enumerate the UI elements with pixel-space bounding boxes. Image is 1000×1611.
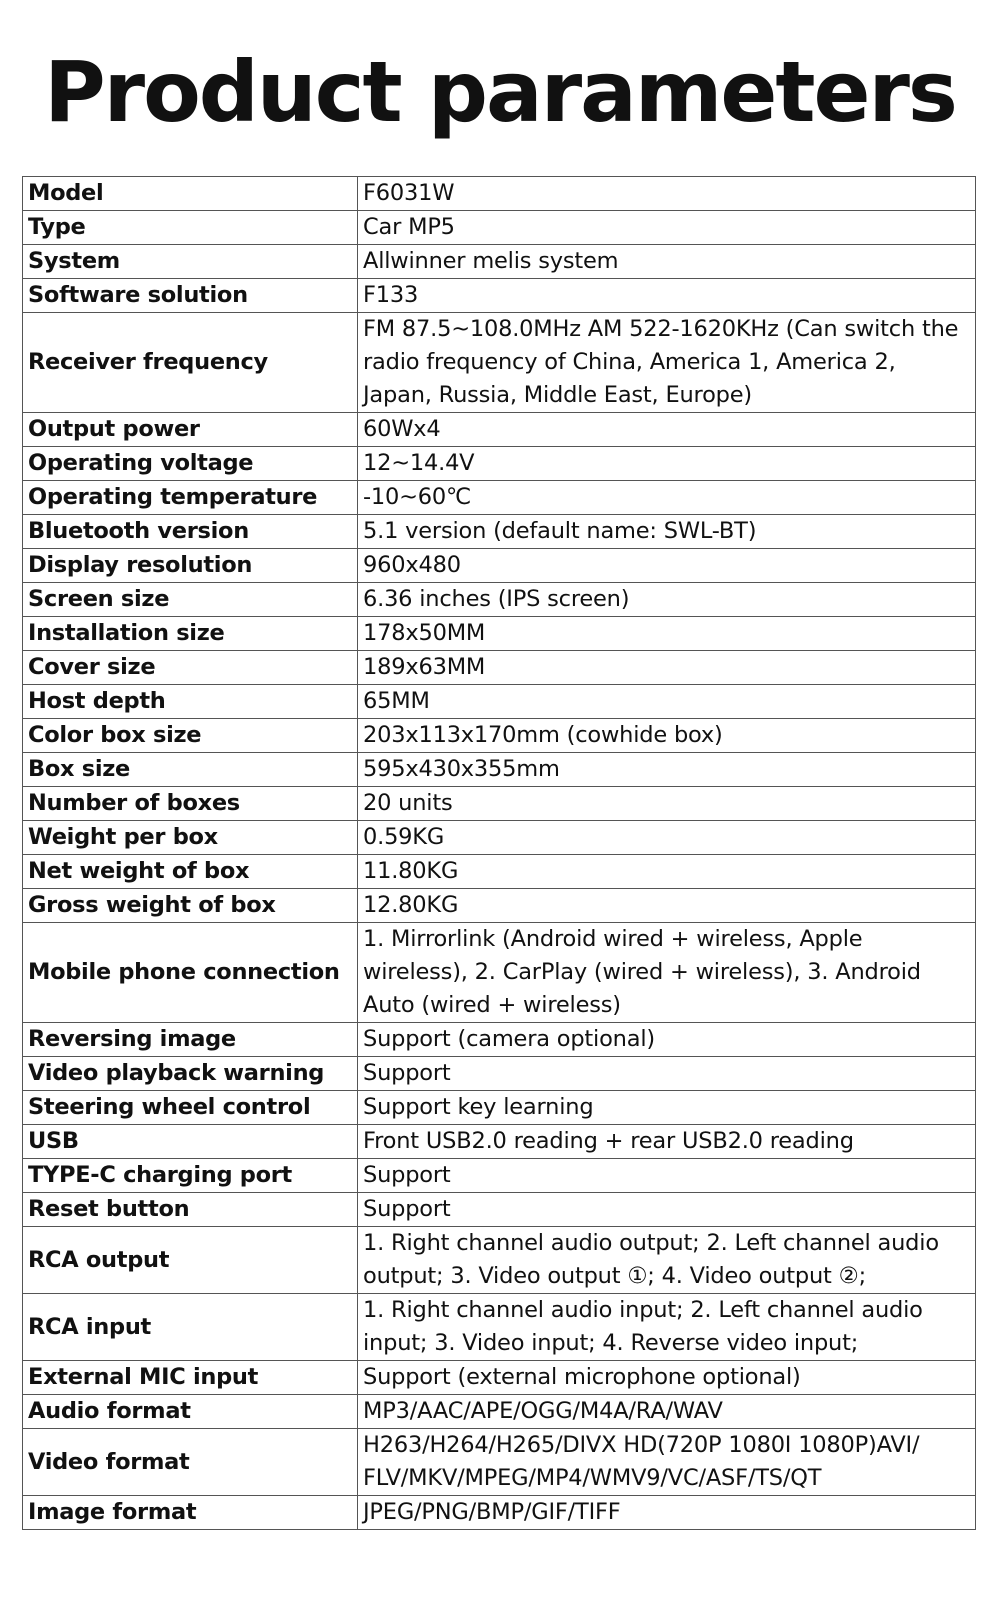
page-title: Product parameters — [44, 43, 956, 141]
spec-row-usb — [23, 1125, 976, 1159]
param-value: Support (camera optional) — [358, 1023, 976, 1057]
param-label: Host depth — [23, 685, 358, 719]
spec-row-screen-size — [23, 583, 976, 617]
spec-row-box-size — [23, 753, 976, 787]
param-label: Gross weight of box — [23, 889, 358, 923]
spec-row-net-weight-of-box — [23, 855, 976, 889]
spec-row-type-c-charging-port — [23, 1159, 976, 1193]
param-label: USB — [23, 1125, 358, 1159]
param-value: -10~60℃ — [358, 481, 976, 515]
param-label: Steering wheel control — [23, 1091, 358, 1125]
param-value: MP3/AAC/APE/OGG/M4A/RA/WAV — [358, 1395, 976, 1429]
param-label: Cover size — [23, 651, 358, 685]
param-value: Car MP5 — [358, 211, 976, 245]
param-label: Reversing image — [23, 1023, 358, 1057]
spec-row-gross-weight-of-box — [23, 889, 976, 923]
param-label: Reset button — [23, 1193, 358, 1227]
param-label: Number of boxes — [23, 787, 358, 821]
spec-row-display-resolution — [23, 549, 976, 583]
spec-row-steering-wheel-control — [23, 1091, 976, 1125]
param-label: Video playback warning — [23, 1057, 358, 1091]
param-label: Operating voltage — [23, 447, 358, 481]
param-label: Net weight of box — [23, 855, 358, 889]
param-value: 1. Right channel audio input; 2. Left channel audio input; 3. Video input; 4. Reverse video input; — [358, 1294, 976, 1361]
param-value: 12~14.4V — [358, 447, 976, 481]
param-value: Support key learning — [358, 1091, 976, 1125]
param-label: Box size — [23, 753, 358, 787]
spec-row-reversing-image — [23, 1023, 976, 1057]
param-value: 960x480 — [358, 549, 976, 583]
param-value: 1. Mirrorlink (Android wired + wireless, Apple wireless), 2. CarPlay (wired + wireless), 3. Android Auto (wired + wireless) — [358, 923, 976, 1023]
param-label: Installation size — [23, 617, 358, 651]
spec-row-model — [23, 177, 976, 211]
param-label: External MIC input — [23, 1361, 358, 1395]
spec-row-software-solution — [23, 279, 976, 313]
param-value: F133 — [358, 279, 976, 313]
param-value: 11.80KG — [358, 855, 976, 889]
spec-row-bluetooth-version — [23, 515, 976, 549]
param-label: Output power — [23, 413, 358, 447]
param-label: Audio format — [23, 1395, 358, 1429]
param-value: 1. Right channel audio output; 2. Left channel audio output; 3. Video output ①; 4. Video output ②; — [358, 1227, 976, 1294]
spec-row-receiver-frequency — [23, 313, 976, 413]
spec-table — [22, 176, 976, 1530]
spec-row-reset-button — [23, 1193, 976, 1227]
param-value: 595x430x355mm — [358, 753, 976, 787]
spec-row-external-mic-input — [23, 1361, 976, 1395]
param-label: Image format — [23, 1496, 358, 1530]
spec-row-rca-input — [23, 1294, 976, 1361]
param-value: 6.36 inches (IPS screen) — [358, 583, 976, 617]
param-value: 20 units — [358, 787, 976, 821]
spec-row-video-format — [23, 1429, 976, 1496]
param-label: Operating temperature — [23, 481, 358, 515]
param-label: System — [23, 245, 358, 279]
param-label: Mobile phone connection — [23, 923, 358, 1023]
spec-row-type — [23, 211, 976, 245]
param-value: 203x113x170mm (cowhide box) — [358, 719, 976, 753]
param-value: 189x63MM — [358, 651, 976, 685]
param-value: Allwinner melis system — [358, 245, 976, 279]
spec-row-host-depth — [23, 685, 976, 719]
param-value: F6031W — [358, 177, 976, 211]
param-value: H263/H264/H265/DIVX HD(720P 1080I 1080P)AVI/ FLV/MKV/MPEG/MP4/WMV9/VC/ASF/TS/QT — [358, 1429, 976, 1496]
param-label: Weight per box — [23, 821, 358, 855]
param-value: JPEG/PNG/BMP/GIF/TIFF — [358, 1496, 976, 1530]
param-value: 65MM — [358, 685, 976, 719]
param-label: Display resolution — [23, 549, 358, 583]
spec-row-system — [23, 245, 976, 279]
param-value: Front USB2.0 reading + rear USB2.0 reading — [358, 1125, 976, 1159]
param-value: Support (external microphone optional) — [358, 1361, 976, 1395]
spec-row-operating-voltage — [23, 447, 976, 481]
param-label: Screen size — [23, 583, 358, 617]
param-value: 178x50MM — [358, 617, 976, 651]
param-label: RCA input — [23, 1294, 358, 1361]
param-label: Model — [23, 177, 358, 211]
spec-row-weight-per-box — [23, 821, 976, 855]
spec-row-video-playback-warning — [23, 1057, 976, 1091]
spec-row-cover-size — [23, 651, 976, 685]
spec-row-audio-format — [23, 1395, 976, 1429]
param-value: 12.80KG — [358, 889, 976, 923]
param-value: Support — [358, 1193, 976, 1227]
param-value: Support — [358, 1057, 976, 1091]
param-value: Support — [358, 1159, 976, 1193]
spec-row-mobile-phone-connection — [23, 923, 976, 1023]
param-label: Bluetooth version — [23, 515, 358, 549]
param-value: 5.1 version (default name: SWL-BT) — [358, 515, 976, 549]
spec-row-image-format — [23, 1496, 976, 1530]
param-label: Type — [23, 211, 358, 245]
param-label: RCA output — [23, 1227, 358, 1294]
spec-row-operating-temperature — [23, 481, 976, 515]
param-value: 0.59KG — [358, 821, 976, 855]
spec-row-installation-size — [23, 617, 976, 651]
spec-row-rca-output — [23, 1227, 976, 1294]
param-value: 60Wx4 — [358, 413, 976, 447]
param-label: Color box size — [23, 719, 358, 753]
spec-row-color-box-size — [23, 719, 976, 753]
param-label: Receiver frequency — [23, 313, 358, 413]
param-label: Video format — [23, 1429, 358, 1496]
param-value: FM 87.5~108.0MHz AM 522-1620KHz (Can switch the radio frequency of China, America 1, America 2, Japan, Russia, Middle East, Europe) — [358, 313, 976, 413]
spec-row-output-power — [23, 413, 976, 447]
param-label: TYPE-C charging port — [23, 1159, 358, 1193]
spec-row-number-of-boxes — [23, 787, 976, 821]
param-label: Software solution — [23, 279, 358, 313]
